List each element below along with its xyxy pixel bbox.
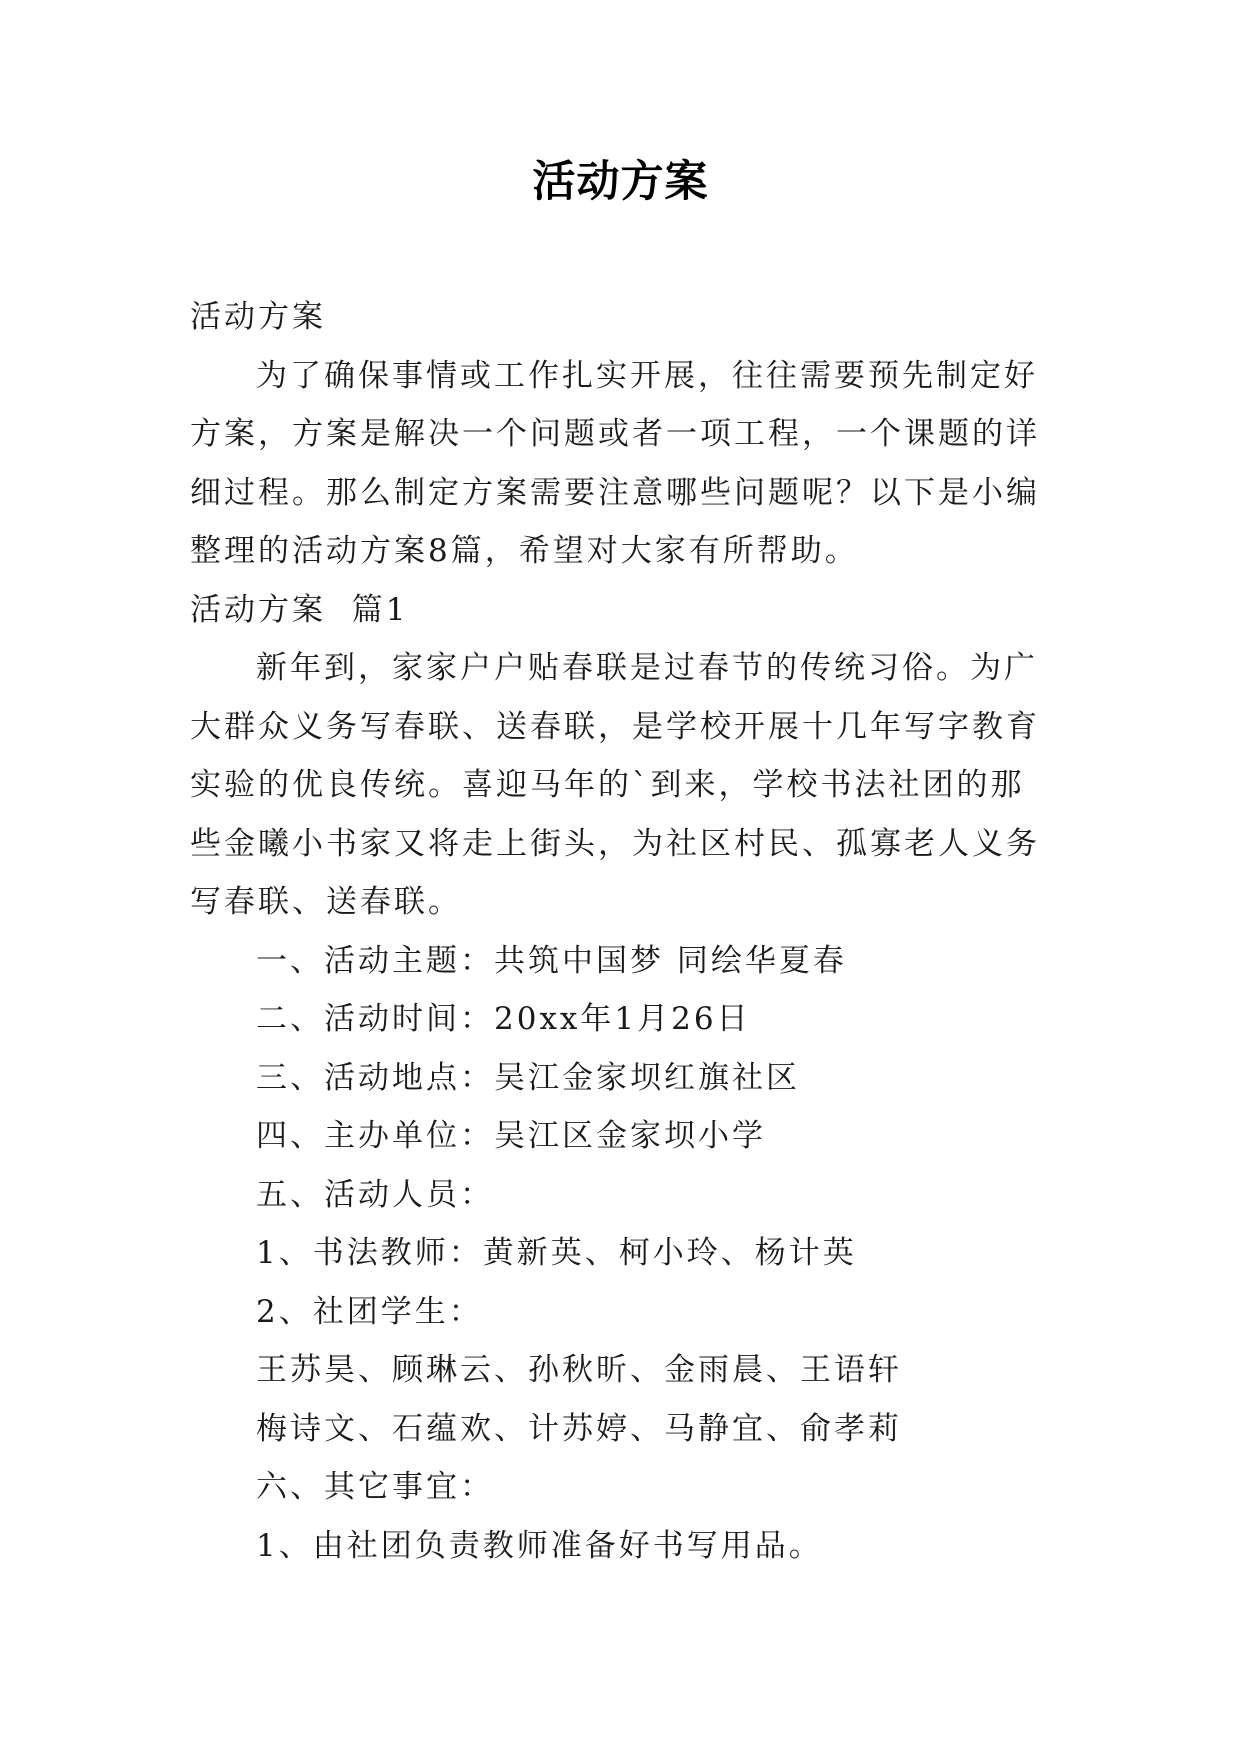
document-body — [190, 288, 1058, 1575]
intro-paragraph: 为了确保事情或工作扎实开展，往往需要预先制定好方案，方案是解决一个问题或者一项工程，一个课题的详细过程。那么制定方案需要注意哪些问题呢？以下是小编整理的活动方案8篇，希望对大家有所帮助。 — [190, 357, 1040, 569]
list-item-teachers: 1、书法教师：黄新英、柯小玲、杨计英 — [256, 1235, 857, 1271]
list-item-personnel: 五、活动人员： — [256, 1176, 494, 1213]
list-item-students-row-1: 王苏昊、顾琳云、孙秋昕、金雨晨、王语轩 — [256, 1352, 902, 1388]
list-item-theme: 一、活动主题：共筑中国梦 同绘华夏春 — [256, 942, 847, 979]
intro-heading: 活动方案 — [190, 299, 326, 335]
list-item-location: 三、活动地点：吴江金家坝红旗社区 — [256, 1059, 800, 1096]
document-title: 活动方案 — [532, 157, 709, 207]
section-paragraph: 新年到，家家户户贴春联是过春节的传统习俗。为广大群众义务写春联、送春联，是学校开展十几年写字教育实验的优良传统。喜迎马年的`到来，学校书法社团的那些金曦小书家又将走上街头，为社区村民、孤寡老人义务写春联、送春联。 — [190, 650, 1040, 920]
list-item-students-row-2: 梅诗文、石蕴欢、计苏婷、马静宜、俞孝莉 — [256, 1410, 902, 1447]
list-item-supplies: 1、由社团负责教师准备好书写用品。 — [256, 1527, 823, 1564]
list-item-organizer: 四、主办单位：吴江区金家坝小学 — [256, 1118, 766, 1154]
section-heading: 活动方案 篇1 — [190, 591, 409, 628]
list-item-time: 二、活动时间：20xx年1月26日 — [256, 1001, 751, 1037]
list-item-other-matters: 六、其它事宜： — [256, 1469, 494, 1505]
list-item-students-label: 2、社团学生： — [256, 1293, 483, 1330]
